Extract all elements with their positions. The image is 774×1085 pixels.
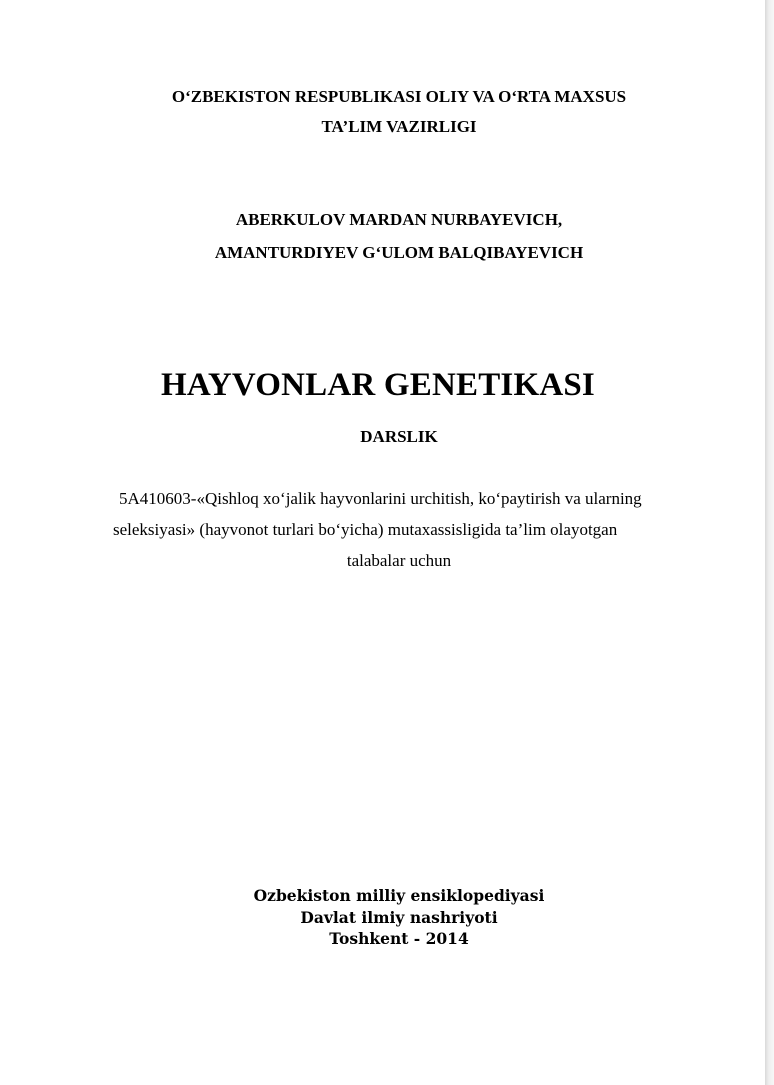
description-line-3: talabalar uchun bbox=[346, 551, 452, 570]
document-title: HAYVONLAR GENETIKASI bbox=[161, 367, 595, 403]
publisher-name: Ozbekiston milliy ensiklopediyasi bbox=[253, 886, 545, 905]
author-line-1: ABERKULOV MARDAN NURBAYEVICH, bbox=[235, 210, 563, 229]
ministry-line-2: TA’LIM VAZIRLIGI bbox=[321, 117, 477, 136]
description-line-1: 5A410603-«Qishloq xo‘jalik hayvonlarini urchitish, ko‘paytirish va ularning bbox=[119, 489, 642, 508]
author-line-2: AMANTURDIYEV G‘ULOM BALQIBAYEVICH bbox=[214, 243, 584, 262]
document-subtitle: DARSLIK bbox=[360, 427, 438, 446]
description-line-2: seleksiyasi» (hayvonot turlari bo‘yicha) mutaxassisligida ta’lim olayotgan bbox=[113, 520, 618, 539]
publisher-subname: Davlat ilmiy nashriyoti bbox=[300, 908, 498, 927]
page-edge-shadow bbox=[765, 0, 774, 1085]
publication-place-year: Toshkent - 2014 bbox=[329, 929, 469, 948]
ministry-line-1: O‘ZBEKISTON RESPUBLIKASI OLIY VA O‘RTA MAXSUS bbox=[171, 87, 627, 106]
